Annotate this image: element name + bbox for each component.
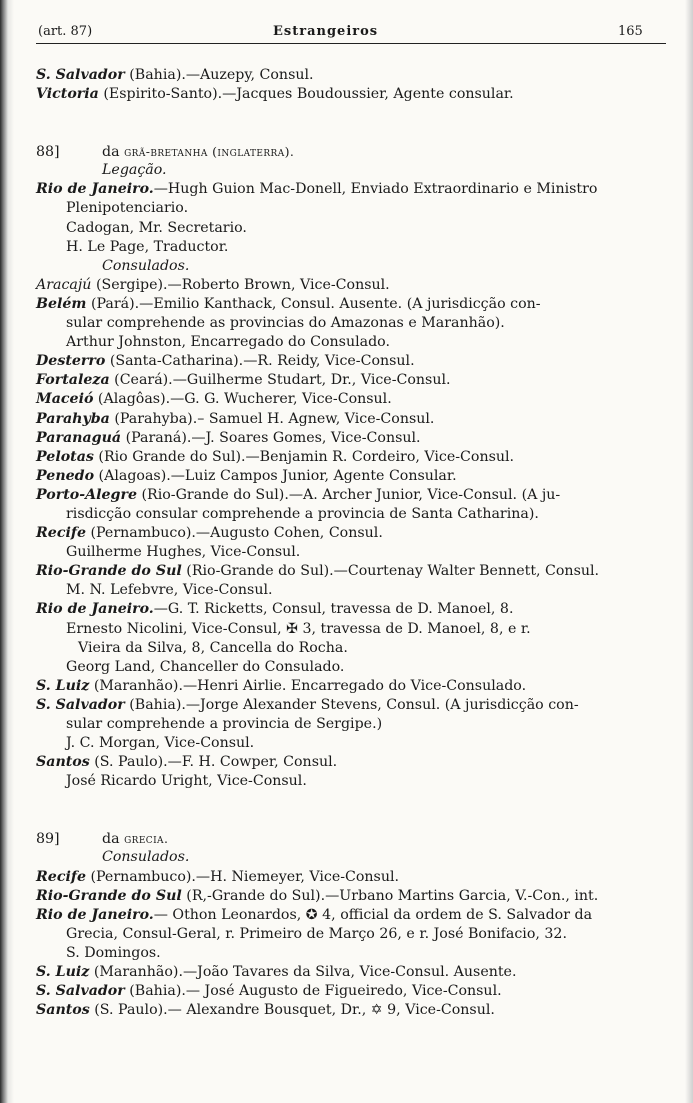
page-binding-shadow (0, 0, 14, 1103)
subheading-legacao: Legação. (102, 162, 167, 179)
entry-line: Rio-Grande do Sul (Rio-Grande do Sul).—Courtenay Walter Bennett, Consul. (36, 563, 600, 580)
continuation-line: Vieira da Silva, 8, Cancella do Rocha. (78, 639, 348, 656)
place-name: Pelotas (36, 448, 94, 465)
place-name: Rio-Grande do Sul (36, 887, 182, 904)
place-name: Parahyba (36, 410, 110, 427)
header-rule (36, 43, 666, 44)
entry-line: S. Luiz (Maranhão).—Henri Airlie. Encarregado do Vice-Consulado. (36, 677, 527, 694)
continuation-line: sular comprehende a provincia de Sergipe.) (66, 716, 383, 732)
entry-line: Fortaleza (Ceará).—Guilherme Studart, Dr., Vice-Consul. (36, 372, 451, 389)
entry-line: Rio de Janeiro.—G. T. Ricketts, Consul, travessa de D. Manoel, 8. (36, 601, 514, 618)
spacer (36, 104, 670, 142)
section-heading-89: 89] da grecia. (36, 829, 670, 848)
place-name: Penedo (36, 467, 95, 484)
place-name: Santos (36, 754, 90, 771)
place-name: Rio-Grande do Sul (36, 563, 182, 580)
article-reference: (art. 87) (38, 24, 93, 39)
place-name: Desterro (36, 353, 106, 370)
entry-line: Ernesto Nicolini, Vice-Consul, ✠ 3, travessa de D. Manoel, 8, e r. (66, 620, 531, 637)
entry-line: Rio de Janeiro.— Othon Leonardos, ✪ 4, official da ordem de S. Salvador da (36, 906, 593, 923)
entry-line: Guilherme Hughes, Vice-Consul. (66, 544, 301, 561)
entry-line: S. Luiz (Maranhão).—João Tavares da Silva, Vice-Consul. Ausente. (36, 964, 517, 981)
entry-line: Paranaguá (Paraná).—J. Soares Gomes, Vice-Consul. (36, 429, 421, 446)
entry-line: Santos (S. Paulo).— Alexandre Bousquet, Dr., ✡ 9, Vice-Consul. (36, 1002, 495, 1019)
entry-line: Arthur Johnston, Encarregado do Consulado. (66, 334, 390, 351)
entry-line: Recife (Pernambuco).—H. Niemeyer, Vice-Consul. (36, 868, 400, 885)
entry-line: Cadogan, Mr. Secretario. (66, 219, 247, 236)
section-heading-88: 88] da grã-bretanha (inglaterra). (36, 142, 670, 161)
place-name: S. Luiz (36, 964, 90, 981)
entry-line: Aracajú (Sergipe).—Roberto Brown, Vice-Consul. (36, 276, 390, 293)
entry-line: H. Le Page, Traductor. (66, 238, 229, 255)
entry-line: J. C. Morgan, Vice-Consul. (66, 735, 255, 752)
place-name: S. Salvador (36, 696, 125, 713)
entry-line: Porto-Alegre (Rio-Grande do Sul).—A. Archer Junior, Vice-Consul. (A ju- (36, 486, 561, 503)
entry-line: Victoria (Espirito-Santo).—Jacques Boudoussier, Agente consular. (36, 86, 514, 103)
page-edge-shadow (685, 0, 693, 1103)
entry-line: Rio de Janeiro.—Hugh Guion Mac-Donell, Enviado Extraordinario e Ministro (36, 181, 598, 198)
place-name: Victoria (36, 86, 99, 103)
continuation-line: Plenipotenciario. (66, 200, 189, 217)
page-title: Estrangeiros (273, 24, 379, 39)
place-name: Santos (36, 1002, 90, 1019)
place-name: Recife (36, 525, 86, 542)
country-name: grã-bretanha (124, 144, 208, 160)
entry-line: Penedo (Alagoas).—Luiz Campos Junior, Agente Consular. (36, 467, 457, 484)
continuation-line: Grecia, Consul-Geral, r. Primeiro de Março 26, e r. José Bonifacio, 32. (66, 925, 567, 942)
page-number: 165 (618, 24, 643, 39)
entry-line: Georg Land, Chanceller do Consulado. (66, 658, 345, 675)
entry-line: Desterro (Santa-Catharina).—R. Reidy, Vice-Consul. (36, 353, 415, 370)
entry-line: Belém (Pará).—Emilio Kanthack, Consul. Ausente. (A jurisdicção con- (36, 295, 541, 312)
section-number: 89] (36, 831, 60, 848)
entry-line: Santos (S. Paulo).—F. H. Cowper, Consul. (36, 754, 338, 771)
entry-line: S. Salvador (Bahia).—Jorge Alexander Stevens, Consul. (A jurisdicção con- (36, 696, 579, 713)
place-name: S. Salvador (36, 67, 125, 83)
entry-line: Rio-Grande do Sul (R,-Grande do Sul).—Urbano Martins Garcia, V.-Con., int. (36, 887, 599, 904)
place-name: Rio de Janeiro. (36, 181, 154, 198)
section-number: 88] (36, 144, 60, 161)
entry-line: José Ricardo Uright, Vice-Consul. (66, 773, 307, 790)
entry-line: S. Salvador (Bahia).— José Augusto de Figueiredo, Vice-Consul. (36, 983, 502, 1000)
entry-line: Maceió (Alagôas).—G. G. Wucherer, Vice-Consul. (36, 391, 392, 408)
entry-line: Parahyba (Parahyba).– Samuel H. Agnew, Vice-Consul. (36, 410, 435, 427)
entry-line: Recife (Pernambuco).—Augusto Cohen, Consul. (36, 525, 383, 542)
continuation-line: S. Domingos. (66, 944, 161, 961)
text-column (36, 66, 670, 1020)
place-name: S. Luiz (36, 677, 90, 694)
place-name: S. Salvador (36, 983, 125, 1000)
place-name: Recife (36, 868, 86, 885)
place-name: Rio de Janeiro. (36, 601, 154, 618)
entry-line: Pelotas (Rio Grande do Sul).—Benjamin R. Cordeiro, Vice-Consul. (36, 448, 515, 465)
continuation-line: risdicção consular comprehende a provincia de Santa Catharina). (66, 505, 539, 522)
entry-line: S. Salvador (Bahia).—Auzepy, Consul. (36, 67, 314, 83)
place-name: Belém (36, 295, 87, 312)
country-name: grecia. (124, 831, 169, 847)
place-name: Fortaleza (36, 372, 110, 389)
subheading-consulados: Consulados. (102, 849, 190, 866)
place-name: Aracajú (36, 276, 92, 293)
spacer (36, 791, 670, 829)
running-header (0, 24, 693, 44)
place-name: Rio de Janeiro. (36, 906, 154, 923)
place-name: Paranaguá (36, 429, 122, 446)
place-name: Porto-Alegre (36, 486, 137, 503)
subheading-consulados: Consulados. (102, 257, 190, 274)
continuation-line: sular comprehende as provincias do Amazonas e Maranhão). (66, 315, 505, 332)
place-name: Maceió (36, 391, 94, 408)
entry-line: M. N. Lefebvre, Vice-Consul. (66, 582, 273, 599)
